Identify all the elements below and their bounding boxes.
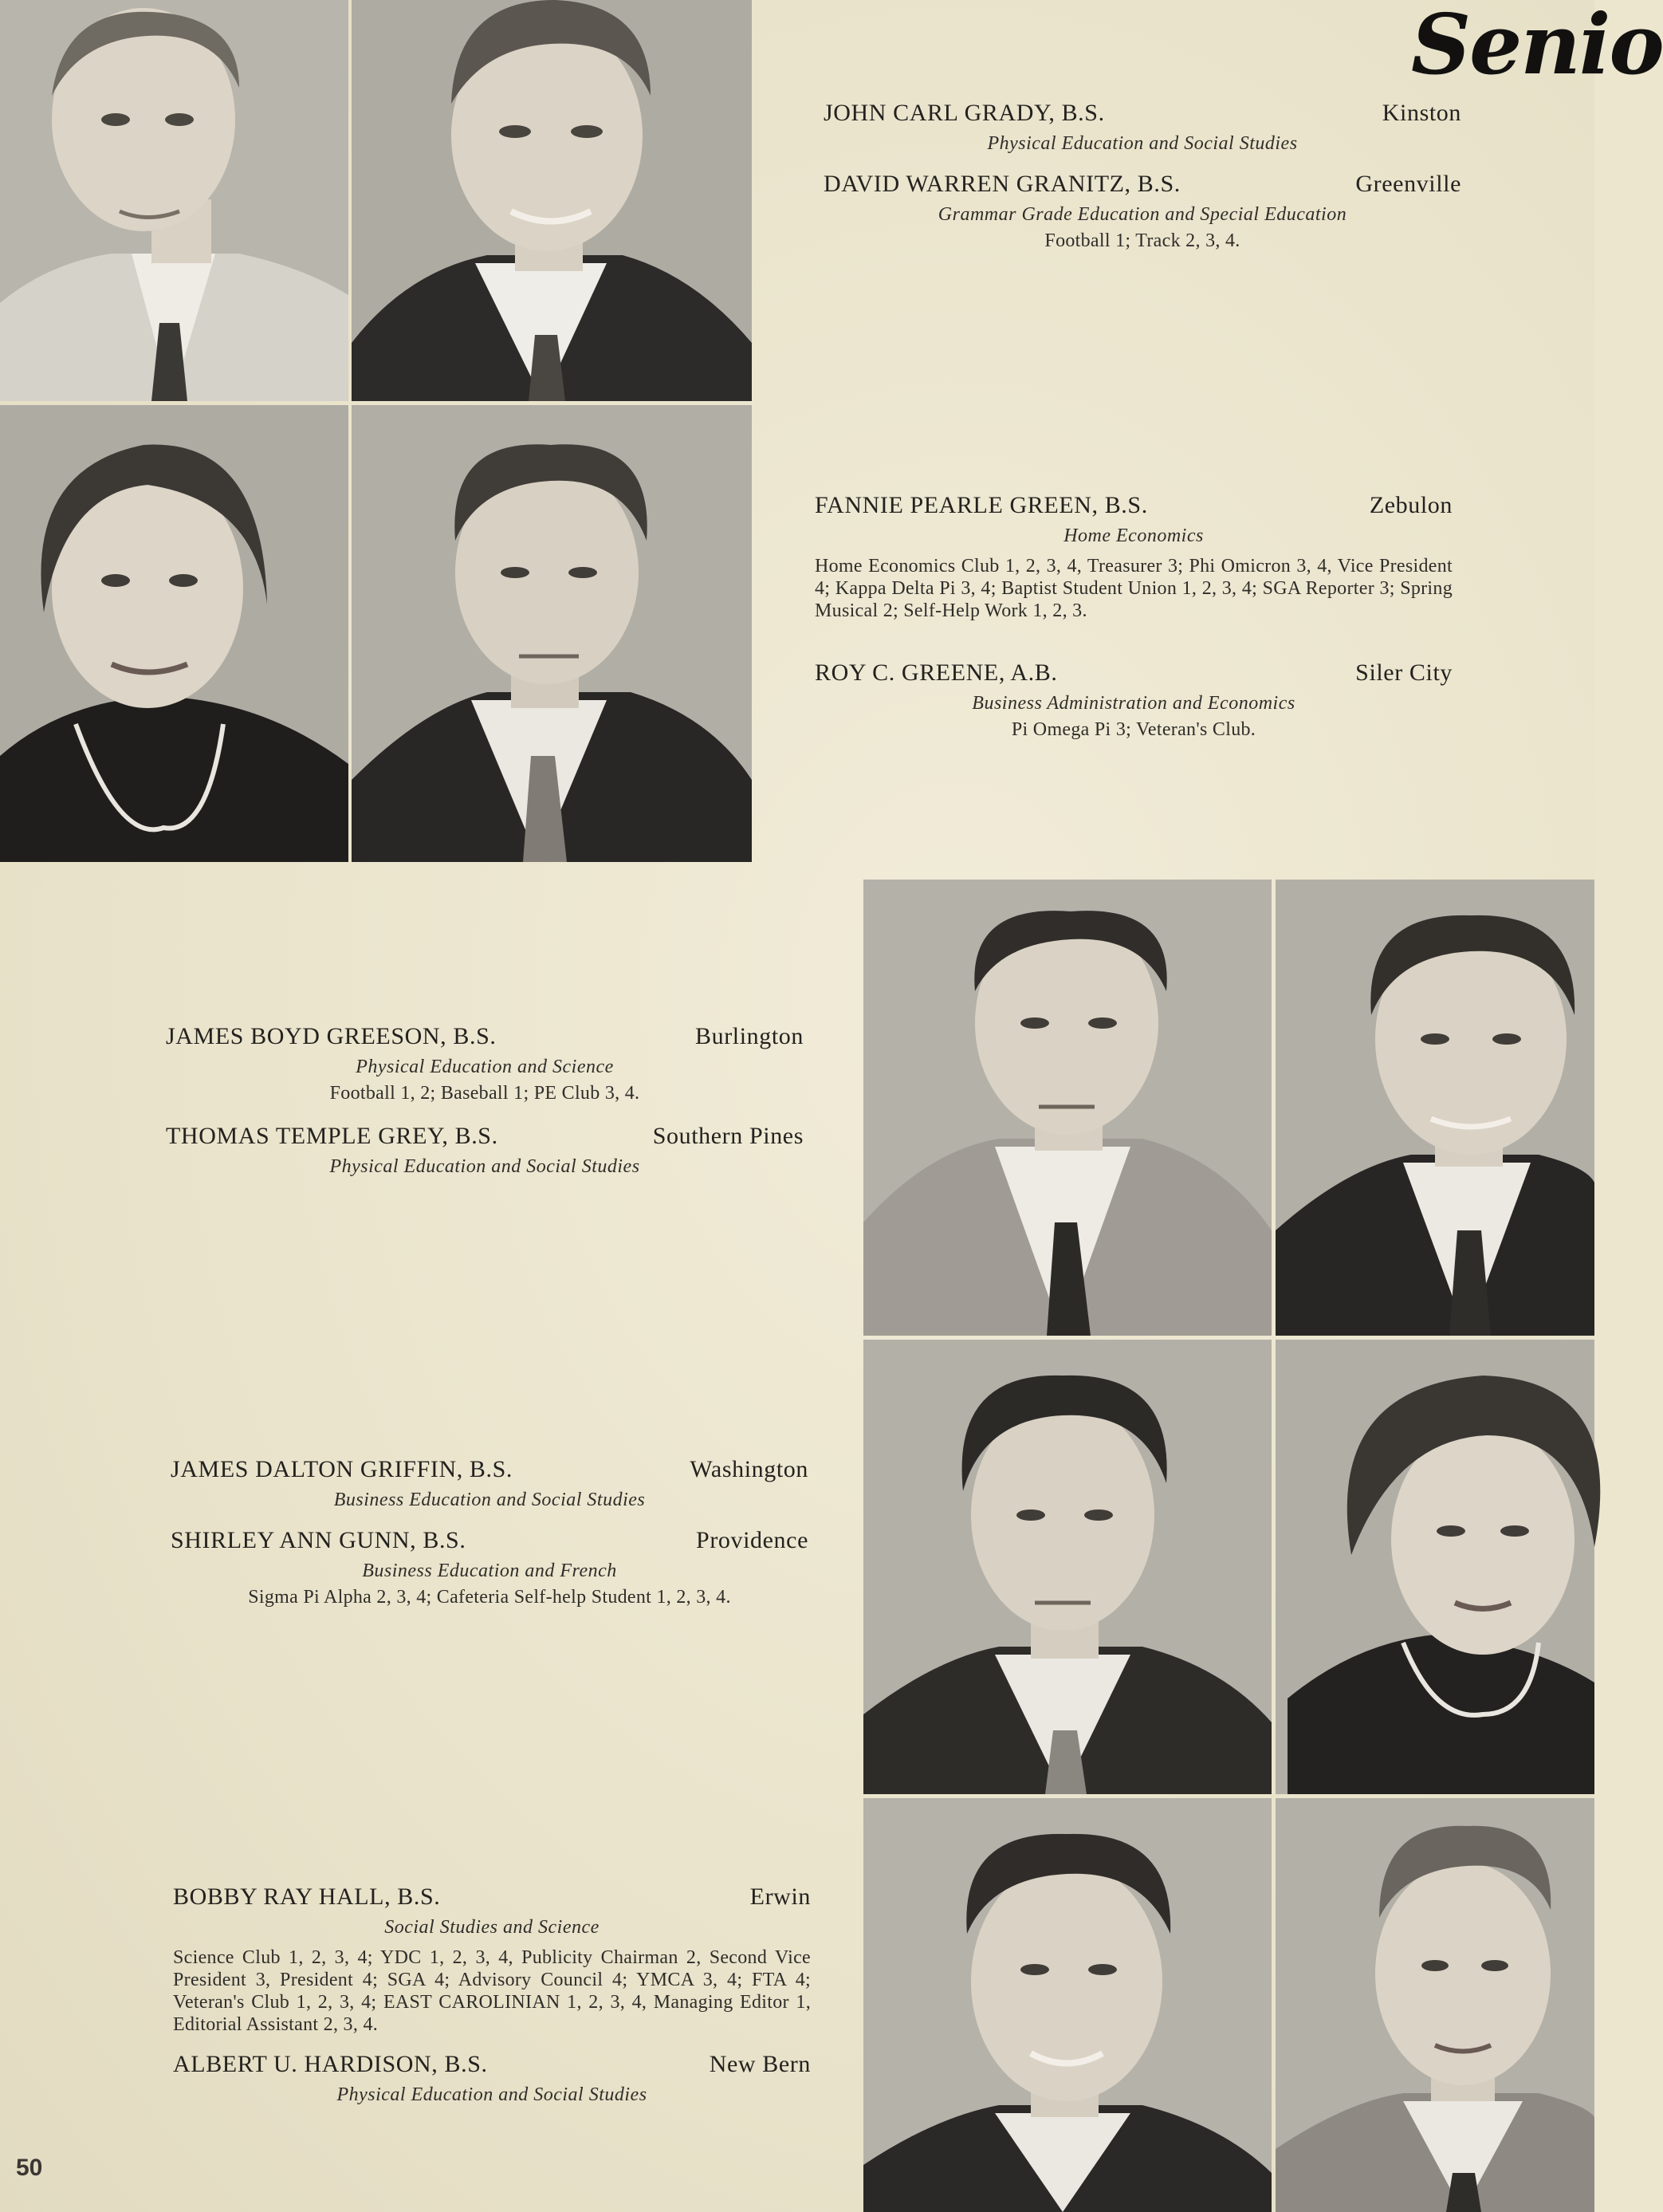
student-hometown: Zebulon: [1369, 492, 1453, 518]
student-major: Business Administration and Economics: [972, 693, 1295, 714]
portrait-photo: [352, 405, 752, 862]
student-activities: Pi Omega Pi 3; Veteran's Club.: [1011, 719, 1256, 740]
senior-entry: [815, 492, 1453, 622]
student-hometown: Washington: [690, 1456, 808, 1482]
student-name: BOBBY RAY HALL, B.S.: [173, 1883, 441, 1910]
student-hometown: Burlington: [694, 1023, 804, 1049]
student-hometown: Southern Pines: [652, 1123, 804, 1149]
student-hometown: Providence: [696, 1527, 808, 1553]
student-hometown: Kinston: [1382, 100, 1461, 126]
student-major: Social Studies and Science: [384, 1917, 600, 1938]
portrait-photo: [1276, 1340, 1594, 1794]
student-major: Home Economics: [1063, 525, 1204, 546]
portrait-photo: [352, 0, 752, 401]
portrait-photo: [1276, 1798, 1594, 2212]
senior-entry: [173, 2051, 811, 2106]
student-name: JAMES BOYD GREESON, B.S.: [166, 1023, 497, 1049]
student-name: ALBERT U. HARDISON, B.S.: [173, 2051, 488, 2077]
student-name: ROY C. GREENE, A.B.: [815, 659, 1058, 686]
senior-entry: [166, 1023, 804, 1104]
student-name: JOHN CARL GRADY, B.S.: [824, 100, 1105, 126]
page-number: 50: [16, 2155, 43, 2181]
student-hometown: Siler City: [1355, 659, 1453, 686]
portrait-photo: [863, 1798, 1272, 2212]
student-name: THOMAS TEMPLE GREY, B.S.: [166, 1123, 498, 1149]
student-name: FANNIE PEARLE GREEN, B.S.: [815, 492, 1148, 518]
student-activities: Football 1, 2; Baseball 1; PE Club 3, 4.: [329, 1083, 640, 1104]
student-name: DAVID WARREN GRANITZ, B.S.: [824, 171, 1181, 197]
student-major: Physical Education and Social Studies: [329, 1156, 640, 1177]
student-activities: Football 1; Track 2, 3, 4.: [1044, 230, 1240, 251]
portrait-photo: [0, 0, 348, 401]
portrait-photo: [0, 405, 348, 862]
student-major: Business Education and Social Studies: [333, 1490, 646, 1510]
senior-entry: [166, 1123, 804, 1178]
student-hometown: Erwin: [749, 1883, 811, 1910]
portrait-photo: [863, 880, 1272, 1336]
senior-entry: [171, 1456, 808, 1511]
student-activities: Home Economics Club 1, 2, 3, 4, Treasurer 3; Phi Omicron 3, 4, Vice President 4; Kappa Delta Pi 3, 4; Baptist Student Union 1, 2, 3, 4; SGA Reporter 3; Spring Musical 2; Self-Help Work 1, 2, 3.: [815, 556, 1453, 621]
senior-entry: [173, 1883, 811, 2036]
portrait-photo: [863, 1340, 1272, 1794]
portrait-photo: [1276, 880, 1594, 1336]
student-major: Physical Education and Science: [356, 1057, 614, 1077]
senior-entry: [824, 100, 1461, 155]
student-hometown: Greenville: [1355, 171, 1461, 197]
student-activities: Sigma Pi Alpha 2, 3, 4; Cafeteria Self-help Student 1, 2, 3, 4.: [248, 1587, 731, 1608]
student-hometown: New Bern: [709, 2051, 811, 2077]
student-name: SHIRLEY ANN GUNN, B.S.: [171, 1527, 466, 1553]
student-major: Physical Education and Social Studies: [336, 2084, 647, 2105]
student-activities: Science Club 1, 2, 3, 4; YDC 1, 2, 3, 4, Publicity Chairman 2, Second Vice President 3, President 4; SGA 4; Advisory Council 4; YMCA 3, 4; FTA 4; Veteran's Club 1, 2, 3, 4; EAST CAROLINIAN 1, 2, 3, 4, Managing Editor 1, Editorial Assistant 2, 3, 4.: [173, 1947, 811, 2035]
senior-entry: [824, 171, 1461, 252]
senior-entry: [171, 1527, 808, 1608]
student-major: Business Education and French: [362, 1561, 617, 1581]
student-name: JAMES DALTON GRIFFIN, B.S.: [171, 1456, 513, 1482]
student-major: Grammar Grade Education and Special Education: [938, 204, 1347, 225]
student-major: Physical Education and Social Studies: [987, 133, 1298, 154]
senior-entry: [815, 659, 1453, 741]
section-header-script: Senio: [1411, 0, 1663, 93]
